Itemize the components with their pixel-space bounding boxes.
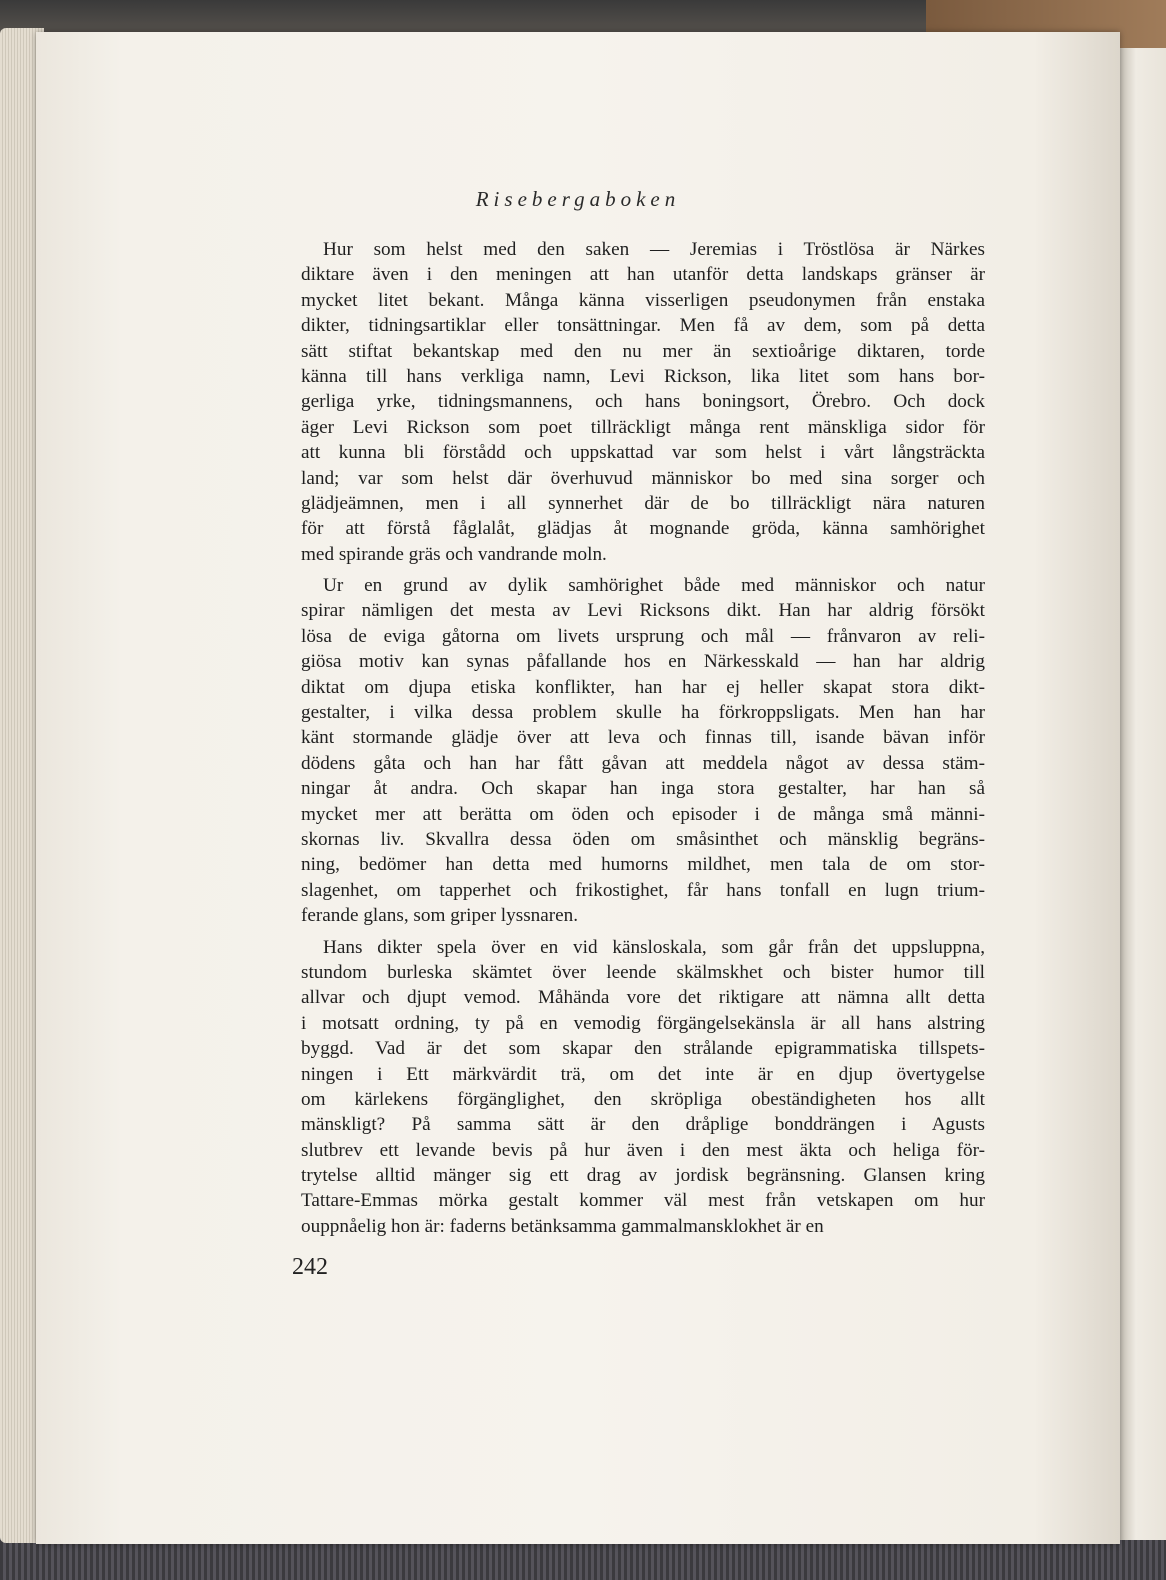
- text-line: att kunna bli förstådd och uppskattad var som helst i vårt långsträckta: [301, 442, 985, 464]
- text-line: med spirande gräs och vandrande moln.: [301, 543, 607, 565]
- text-line: glädjeämnen, men i all synnerhet där de bo tillräckligt nära naturen: [301, 492, 985, 514]
- page-number: 242: [292, 1254, 328, 1280]
- text-line: slutbrev ett levande bevis på hur även i den mest äkta och heliga för-: [301, 1139, 985, 1161]
- facing-page-edge: [1116, 48, 1166, 1540]
- text-line: ningen i Ett märkvärdit trä, om det inte är en djup övertygelse: [301, 1063, 985, 1085]
- text-line: Tattare-Emmas mörka gestalt kommer väl mest från vetskapen om hur: [301, 1190, 985, 1212]
- text-line: ouppnåelig hon är: faderns betänksamma gammalmansklokhet är en: [301, 1215, 824, 1237]
- text-line: mänskligt? På samma sätt är den dråplige bonddrängen i Agusts: [301, 1114, 985, 1136]
- text-line: gerliga yrke, tidningsmannens, och hans boningsort, Örebro. Och dock: [301, 391, 985, 413]
- text-line: Hur som helst med den saken — Jeremias i Tröstlösa är Närkes: [323, 239, 985, 260]
- text-line: för att förstå fåglalåt, glädjas åt mognande gröda, känna samhörighet: [301, 518, 985, 540]
- text-line: äger Levi Rickson som poet tillräckligt många rent mänskliga sidor för: [301, 416, 985, 438]
- text-line: mycket litet bekant. Många känna visserligen pseudonymen från enstaka: [301, 289, 985, 311]
- background-table: [0, 1540, 1166, 1580]
- text-line: ferande glans, som griper lyssnaren.: [301, 905, 579, 927]
- text-line: diktat om djupa etiska konflikter, han har ej heller skapat stora dikt-: [301, 676, 985, 698]
- body-text: [301, 237, 985, 1245]
- text-line: slagenhet, om tapperhet och frikostighet, får hans tonfall en lugn trium-: [301, 879, 985, 901]
- text-line: Ur en grund av dylik samhörighet både med människor och natur: [323, 575, 985, 597]
- paragraph: [301, 935, 985, 1240]
- text-line: i motsatt ordning, ty på en vemodig förgängelsekänsla är all hans alstring: [301, 1012, 985, 1034]
- text-line: diktare även i den meningen att han utanför detta landskaps gränser är: [301, 264, 985, 286]
- paragraph: [301, 573, 985, 928]
- text-line: känt stormande glädje över att leva och finnas till, isande bävan inför: [301, 727, 985, 749]
- text-line: skornas liv. Skvallra dessa öden om småsinthet och mänsklig begräns-: [301, 828, 985, 850]
- text-line: lösa de eviga gåtorna om livets ursprung och mål — frånvaron av reli-: [301, 625, 985, 647]
- text-line: dödens gåta och han har fått gåvan att meddela något av dessa stäm-: [301, 752, 985, 774]
- book-page: [36, 32, 1120, 1544]
- text-line: land; var som helst där överhuvud människor bo med sina sorger och: [301, 467, 985, 489]
- text-line: sätt stiftat bekantskap med den nu mer än sextioårige diktaren, torde: [301, 340, 985, 362]
- text-line: allvar och djupt vemod. Måhända vore det riktigare att nämna allt detta: [301, 987, 985, 1009]
- text-line: mycket mer att berätta om öden och episoder i de många små männi-: [301, 803, 985, 825]
- text-line: ningar åt andra. Och skapar han inga stora gestalter, har han så: [301, 778, 985, 800]
- text-line: dikter, tidningsartiklar eller tonsättningar. Men få av dem, som på detta: [301, 315, 985, 337]
- paragraph: [301, 237, 985, 567]
- text-line: giösa motiv kan synas påfallande hos en Närkesskald — han har aldrig: [301, 651, 985, 673]
- text-line: Hans dikter spela över en vid känsloskala, som går från det uppsluppna,: [323, 936, 985, 958]
- running-head: Risebergaboken: [475, 187, 681, 211]
- text-line: känna till hans verkliga namn, Levi Rickson, lika litet som hans bor-: [301, 365, 985, 387]
- text-line: gestalter, i vilka dessa problem skulle ha förkroppsligats. Men han har: [301, 702, 985, 724]
- text-line: spirar nämligen det mesta av Levi Ricksons dikt. Han har aldrig försökt: [301, 600, 985, 622]
- text-line: trytelse alltid mänger sig ett drag av jordisk begränsning. Glansen kring: [301, 1165, 985, 1187]
- text-line: om kärlekens förgänglighet, den skröpliga obeständigheten hos allt: [301, 1088, 985, 1110]
- text-line: byggd. Vad är det som skapar den strålande epigrammatiska tillspets-: [301, 1038, 985, 1060]
- text-line: ning, bedömer han detta med humorns mildhet, men tala de om stor-: [301, 854, 985, 876]
- text-line: stundom burleska skämtet över leende skälmskhet och bister humor till: [301, 961, 985, 983]
